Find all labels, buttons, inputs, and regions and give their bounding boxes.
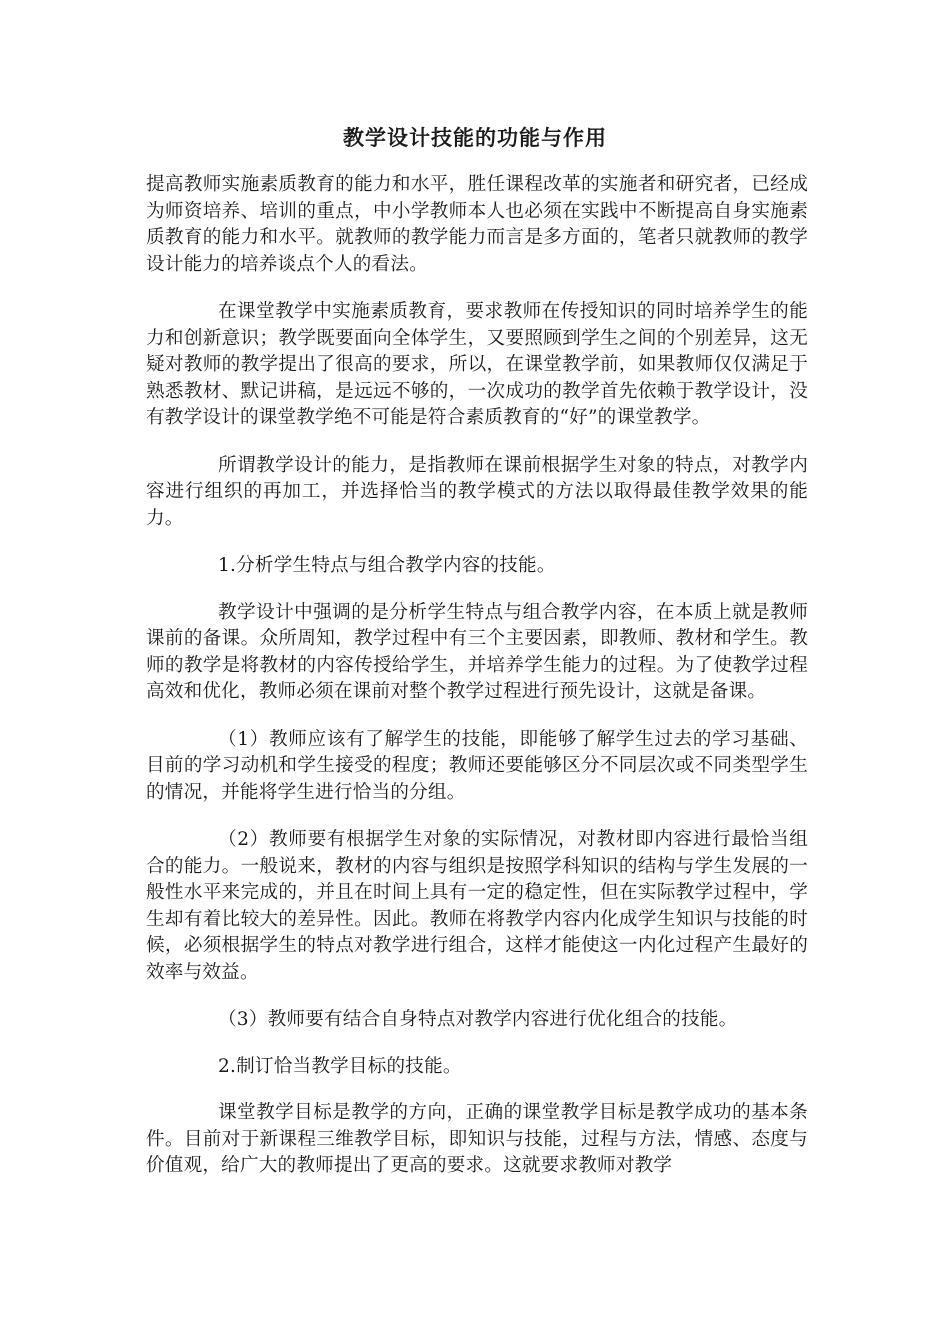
document-body: [146, 172, 808, 1201]
paragraph-quality-education: 在课堂教学中实施素质教育，要求教师在传授知识的同时培养学生的能力和创新意识；教学既要面向全体学生，又要照顾到学生之间的个别差异，这无疑对教师的教学提出了很高的要求，所以，在课堂教学前，如果教师仅仅满足于熟悉教材、默记讲稿，是远远不够的，一次成功的教学首先依赖于教学设计，没有教学设计的课堂教学绝不可能是符合素质教育的“好”的课堂教学。: [146, 301, 808, 428]
paragraph-item-1: （1）教师应该有了解学生的技能，即能够了解学生过去的学习基础、目前的学习动机和学生接受的程度；教师还要能够区分不同层次或不同类型学生的情况，并能将学生进行恰当的分组。: [146, 728, 808, 803]
paragraph-item-3: （3）教师要有结合自身特点对教学内容进行优化组合的技能。: [218, 1009, 738, 1030]
section-heading-1: 1.分析学生特点与组合教学内容的技能。: [218, 555, 556, 576]
paragraph-item-2: （2）教师要有根据学生对象的实际情况，对教材即内容进行最恰当组合的能力。一般说来，教材的内容与组织是按照学科知识的结构与学生发展的一般性水平来完成的，并且在时间上具有一定的稳定性，但在实际教学过程中，学生却有着比较大的差异性。因此。教师在将教学内容内化成学生知识与技能的时候，必须根据学生的特点对教学进行组合，这样才能使这一内化过程产生最好的效率与效益。: [146, 829, 808, 983]
paragraph-teaching-goals: 课堂教学目标是教学的方向，正确的课堂教学目标是教学成功的基本条件。目前对于新课程三维教学目标，即知识与技能，过程与方法，情感、态度与价值观，给广大的教师提出了更高的要求。这就要求教师对教学: [146, 1102, 808, 1176]
document-title: 教学设计技能的功能与作用: [343, 126, 607, 150]
paragraph-lesson-preparation: 教学设计中强调的是分析学生特点与组合教学内容，在本质上就是教师课前的备课。众所周知，教学过程中有三个主要因素，即教师、教材和学生。教师的教学是将教材的内容传授给学生，并培养学生能力的过程。为了使教学过程高效和优化，教师必须在课前对整个教学过程进行预先设计，这就是备课。: [146, 601, 808, 702]
paragraph-intro: 提高教师实施素质教育的能力和水平，胜任课程改革的实施者和研究者，已经成为师资培养、培训的重点，中小学教师本人也必须在实践中不断提高自身实施素质教育的能力和水平。就教师的教学能力而言是多方面的，笔者只就教师的教学设计能力的培养谈点个人的看法。: [146, 174, 808, 275]
paragraph-design-ability-definition: 所谓教学设计的能力，是指教师在课前根据学生对象的特点，对教学内容进行组织的再加工，并选择恰当的教学模式的方法以取得最佳教学效果的能力。: [146, 454, 808, 529]
section-heading-2: 2.制订恰当教学目标的技能。: [218, 1055, 462, 1077]
